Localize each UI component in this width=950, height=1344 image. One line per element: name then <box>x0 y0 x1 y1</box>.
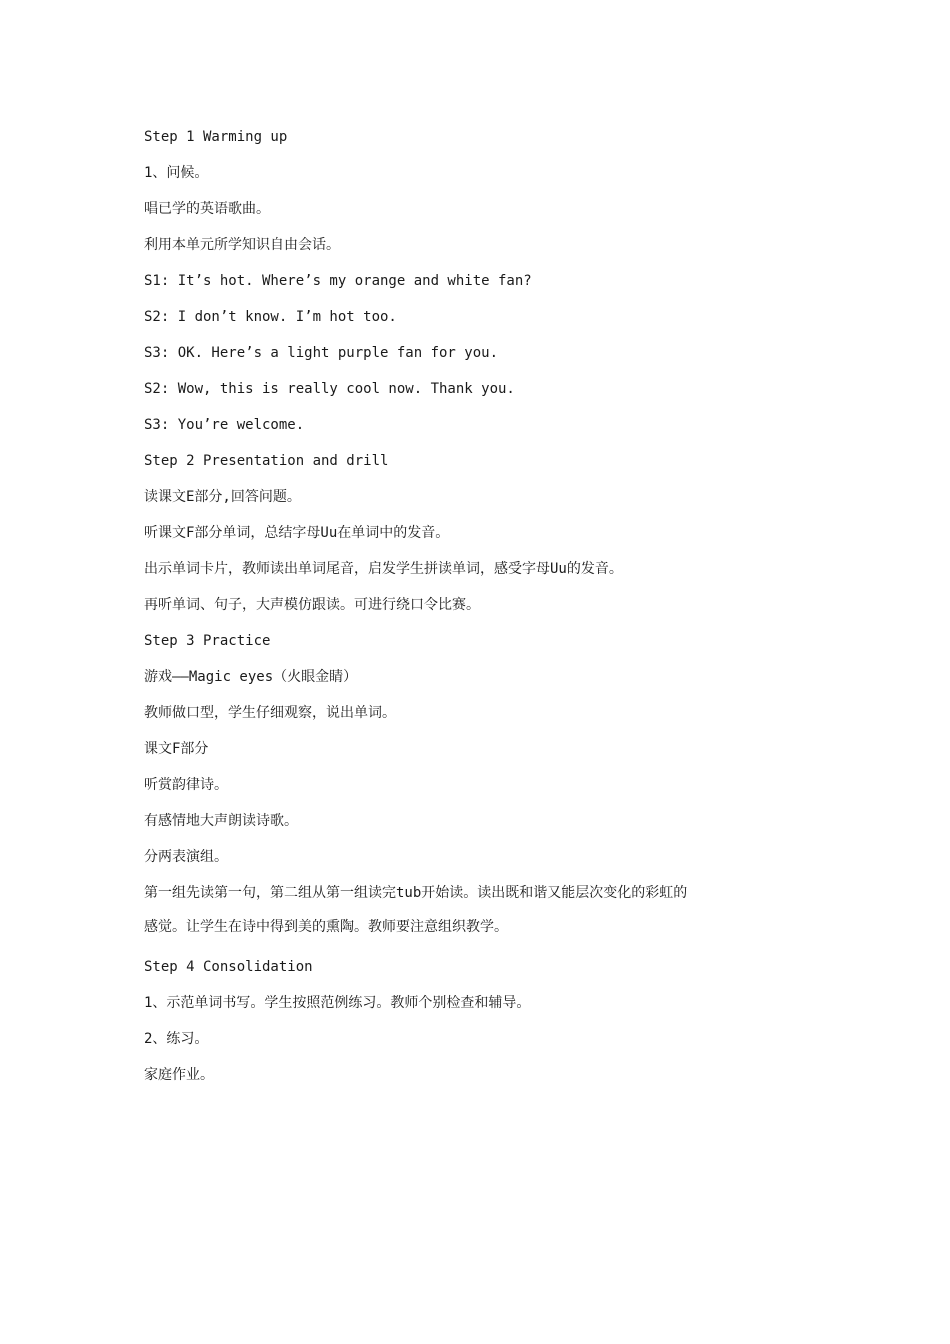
text-line: 1、示范单词书写。学生按照范例练习。教师个别检查和辅导。 <box>144 995 531 1011</box>
heading-step-1: Step 1 Warming up <box>144 129 288 145</box>
dialogue-line: S3: You’re welcome. <box>144 417 305 433</box>
text-line: 有感情地大声朗读诗歌。 <box>144 813 298 829</box>
text-line: 读课文E部分,回答问题。 <box>144 489 301 505</box>
dialogue-line: S1: It’s hot. Where’s my orange and white fan? <box>144 273 532 289</box>
text-line: 2、练习。 <box>144 1031 209 1047</box>
heading-step-2: Step 2 Presentation and drill <box>144 453 389 469</box>
text-line: 第一组先读第一句，第二组从第一组读完tub开始读。读出既和谐又能层次变化的彩虹的 <box>144 885 688 901</box>
dialogue-line: S2: I don’t know. I’m hot too. <box>144 309 397 325</box>
text-line: 教师做口型，学生仔细观察，说出单词。 <box>144 705 396 721</box>
text-line: 家庭作业。 <box>144 1067 214 1083</box>
text-line: 听赏韵律诗。 <box>144 777 228 793</box>
text-line: 利用本单元所学知识自由会话。 <box>144 237 340 253</box>
text-line: 感觉。让学生在诗中得到美的熏陶。教师要注意组织教学。 <box>144 919 508 935</box>
heading-step-4: Step 4 Consolidation <box>144 959 313 975</box>
text-line: 再听单词、句子，大声模仿跟读。可进行绕口令比赛。 <box>144 597 480 613</box>
dialogue-line: S2: Wow, this is really cool now. Thank you. <box>144 381 515 397</box>
dialogue-line: S3: OK. Here’s a light purple fan for you. <box>144 345 499 361</box>
text-line: 分两表演组。 <box>144 849 228 865</box>
text-line: 出示单词卡片，教师读出单词尾音，启发学生拼读单词，感受字母Uu的发音。 <box>144 561 623 577</box>
text-line: 游戏——Magic eyes（火眼金睛） <box>144 669 358 685</box>
text-line: 1、问候。 <box>144 165 209 181</box>
heading-step-3: Step 3 Practice <box>144 633 271 649</box>
lesson-plan-text <box>144 126 834 1100</box>
text-line: 课文F部分 <box>144 741 209 757</box>
text-line: 听课文F部分单词，总结字母Uu在单词中的发音。 <box>144 525 450 541</box>
text-line: 唱已学的英语歌曲。 <box>144 201 270 217</box>
